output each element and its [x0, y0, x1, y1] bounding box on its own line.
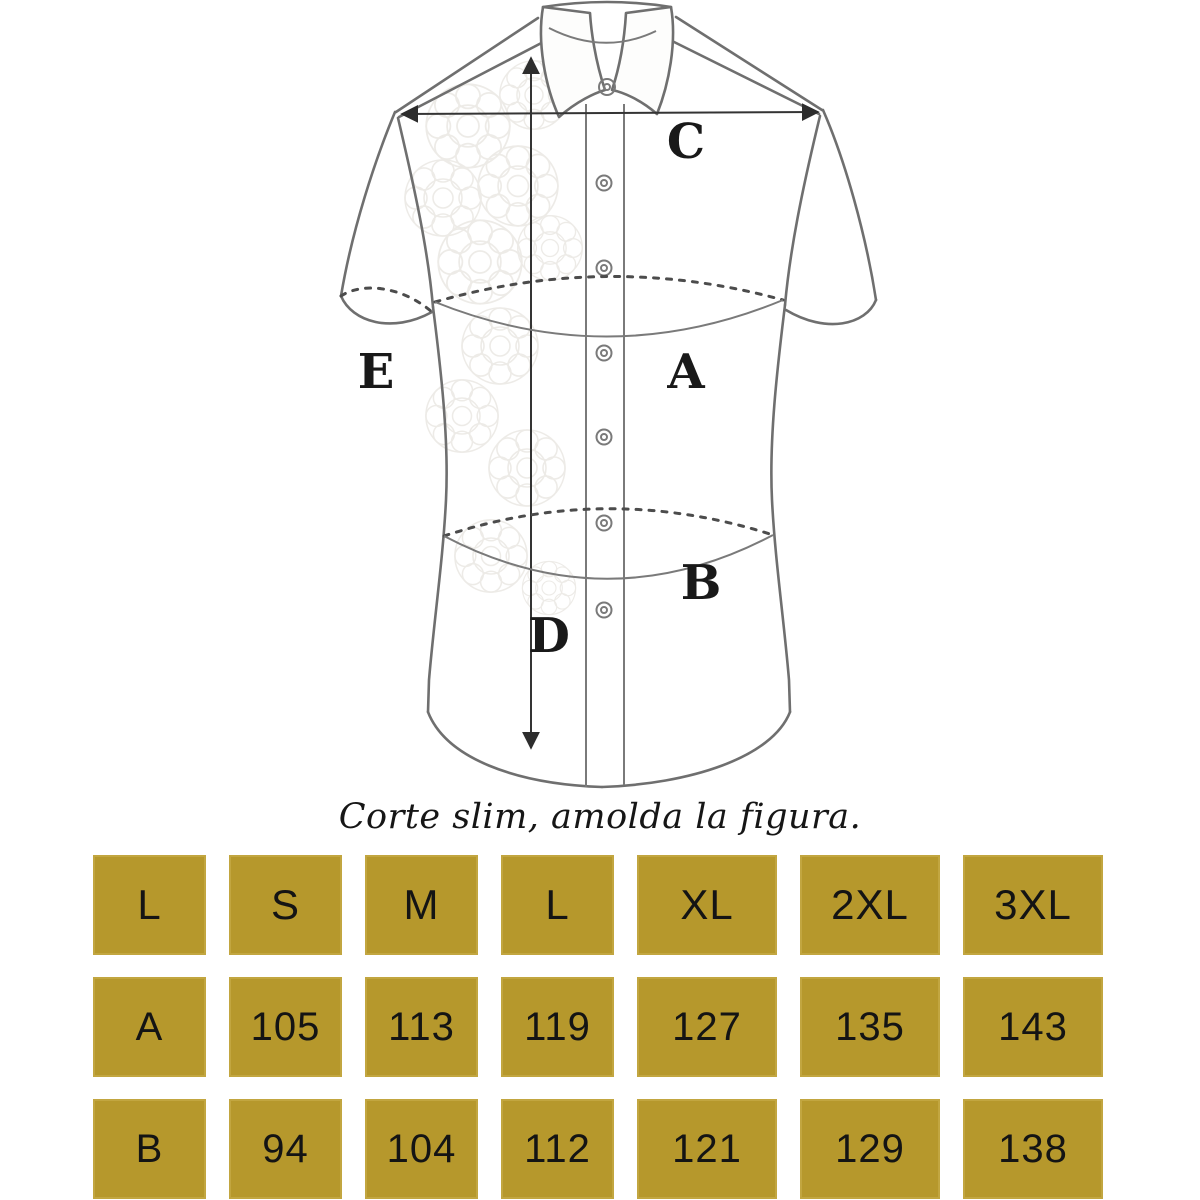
value-cell: 105 — [229, 977, 342, 1077]
header-cell-size-2xl: 2XL — [800, 855, 940, 955]
value-cell: 113 — [365, 977, 478, 1077]
value-cell: 104 — [365, 1099, 478, 1199]
fit-caption: Corte slim, amolda la figura. — [338, 797, 862, 837]
shoulder-measure-line — [402, 112, 818, 114]
waist-measure-ellipse — [444, 509, 773, 536]
button-row — [597, 176, 612, 618]
collar — [541, 2, 673, 117]
value-cell: 129 — [800, 1099, 940, 1199]
chest-measure-ellipse — [435, 276, 783, 302]
label-shoulder-c: C — [666, 114, 706, 170]
value-cell: 135 — [800, 977, 940, 1077]
label-chest-a: A — [667, 344, 705, 400]
label-length-d: D — [528, 608, 570, 664]
value-cell: 94 — [229, 1099, 342, 1199]
header-cell-size-xl: XL — [637, 855, 777, 955]
row-label-cell-b: B — [93, 1099, 206, 1199]
label-waist-b: B — [680, 555, 722, 611]
row-label-cell-a: A — [93, 977, 206, 1077]
value-cell: 127 — [637, 977, 777, 1077]
header-cell-size-l: L — [501, 855, 614, 955]
floral-pattern-decoration — [405, 61, 582, 615]
value-cell: 121 — [637, 1099, 777, 1199]
header-cell-size-s: S — [229, 855, 342, 955]
value-cell: 119 — [501, 977, 614, 1077]
label-sleeve-e: E — [357, 344, 395, 400]
value-cell: 143 — [963, 977, 1103, 1077]
sleeve-measure-ellipse — [341, 288, 432, 312]
size-table — [93, 855, 1103, 1199]
header-cell-size-m: M — [365, 855, 478, 955]
header-cell: L — [93, 855, 206, 955]
value-cell: 112 — [501, 1099, 614, 1199]
measurements — [341, 58, 818, 748]
header-cell-size-3xl: 3XL — [963, 855, 1103, 955]
value-cell: 138 — [963, 1099, 1103, 1199]
shirt-outline — [341, 17, 876, 787]
